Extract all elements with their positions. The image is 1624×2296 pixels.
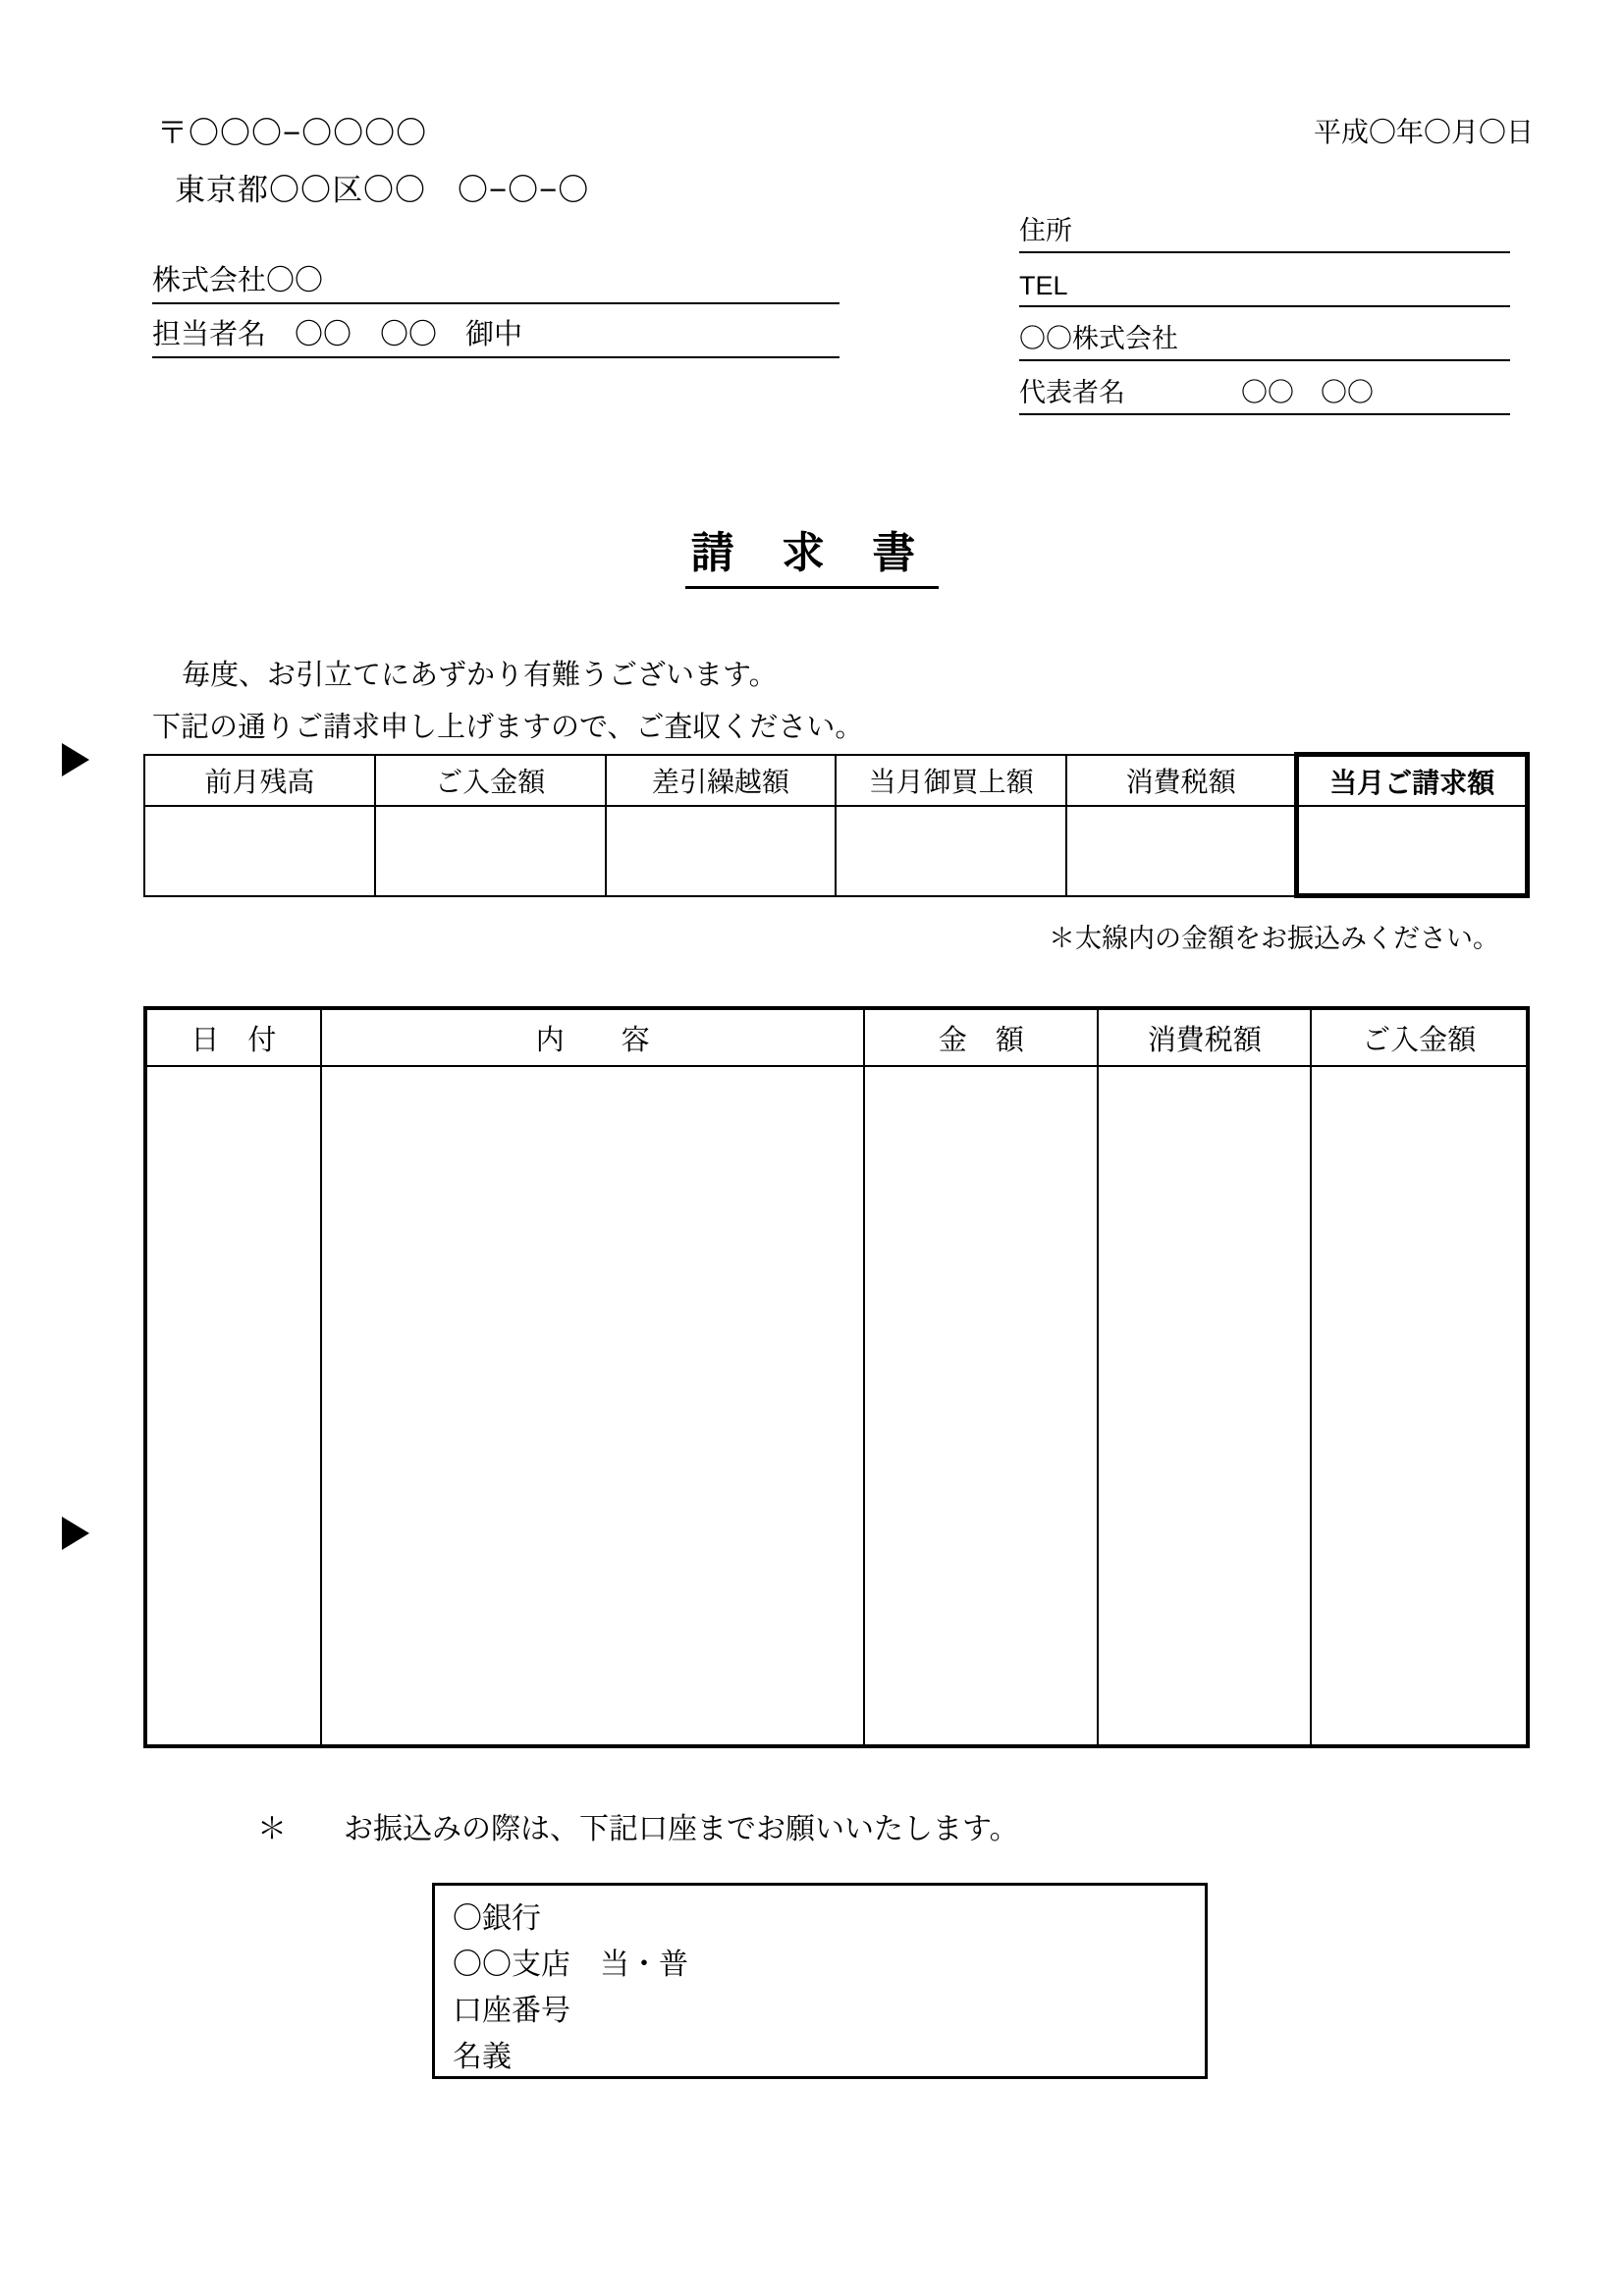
bank-note-star: ＊ [257, 1813, 287, 1845]
recipient-contact: 担当者名 〇〇 〇〇 御中 [152, 319, 523, 350]
summary-value-payment-received[interactable] [375, 806, 606, 896]
summary-table-note: ＊太線内の金額をお振込みください。 [1049, 924, 1499, 953]
bank-note-text: お振込みの際は、下記口座までお願いいたします。 [344, 1813, 1019, 1845]
summary-value-consumption-tax[interactable] [1066, 806, 1297, 896]
detail-cell-consumption-tax[interactable] [1098, 1066, 1311, 1746]
summary-header-payment-received: ご入金額 [375, 755, 606, 807]
detail-header-row [145, 1008, 1528, 1066]
bank-name: 〇銀行 [453, 1902, 541, 1935]
triangle-marker-icon-bottom [62, 1517, 89, 1550]
detail-cell-description[interactable] [321, 1066, 864, 1746]
detail-header-description: 内 容 [321, 1008, 864, 1066]
document-date: 平成〇年〇月〇日 [1314, 117, 1535, 147]
bank-branch: 〇〇支店 当・普 [453, 1949, 688, 1981]
page-title-text: 請 求 書 [685, 517, 939, 589]
sender-postal-code: 〒〇〇〇−〇〇〇〇 [157, 116, 428, 150]
detail-table [143, 1006, 1530, 1748]
bank-account-box [432, 1883, 1208, 2079]
summary-value-carryover[interactable] [606, 806, 837, 896]
detail-cell-date[interactable] [145, 1066, 321, 1746]
summary-header-row [144, 755, 1528, 807]
sender-representative-row [1019, 364, 1510, 415]
summary-table-wrapper [143, 752, 1530, 898]
page-title [0, 517, 1624, 589]
bank-account-number: 口座番号 [453, 1995, 570, 2027]
sender-representative-name: 〇〇 〇〇 [1241, 378, 1374, 407]
triangle-marker-icon-top [62, 743, 89, 776]
summary-header-purchases-this-month: 当月御買上額 [836, 755, 1066, 807]
summary-value-row [144, 806, 1528, 896]
detail-body-row [145, 1066, 1528, 1746]
detail-table-wrapper [143, 1006, 1530, 1748]
sender-block [1019, 202, 1510, 418]
detail-header-payment-received: ご入金額 [1311, 1008, 1528, 1066]
recipient-company-row [152, 257, 839, 304]
sender-tel-row [1019, 256, 1510, 307]
greeting-line-1: 毎度、お引立てにあずかり有難うございます。 [182, 660, 778, 691]
sender-street-address: 東京都〇〇区〇〇 〇−〇−〇 [175, 173, 590, 207]
recipient-block [152, 257, 839, 358]
summary-header-carryover: 差引繰越額 [606, 755, 837, 807]
sender-tel-label: TEL [1019, 271, 1068, 300]
greeting-line-2: 下記の通りご請求申し上げますので、ご査収ください。 [152, 712, 864, 743]
bank-account-holder: 名義 [453, 2041, 512, 2073]
summary-table [143, 752, 1530, 898]
summary-header-consumption-tax: 消費税額 [1066, 755, 1297, 807]
sender-company-row [1019, 310, 1510, 361]
summary-value-prev-balance[interactable] [144, 806, 375, 896]
summary-header-prev-balance: 前月残高 [144, 755, 375, 807]
sender-representative [1019, 371, 1374, 409]
summary-value-amount-due[interactable] [1297, 806, 1528, 896]
sender-address-label: 住所 [1019, 216, 1072, 245]
detail-cell-amount[interactable] [864, 1066, 1098, 1746]
detail-cell-payment-received[interactable] [1311, 1066, 1528, 1746]
recipient-company: 株式会社〇〇 [152, 265, 324, 296]
summary-header-amount-due: 当月ご請求額 [1297, 755, 1528, 807]
sender-address-row [1019, 202, 1510, 253]
detail-header-date: 日 付 [145, 1008, 321, 1066]
sender-representative-label: 代表者名 [1019, 378, 1125, 407]
bank-transfer-note [257, 1804, 1019, 1847]
recipient-contact-row [152, 311, 839, 358]
detail-header-consumption-tax: 消費税額 [1098, 1008, 1311, 1066]
sender-company: 〇〇株式会社 [1019, 324, 1178, 353]
detail-header-amount: 金 額 [864, 1008, 1098, 1066]
summary-value-purchases-this-month[interactable] [836, 806, 1066, 896]
